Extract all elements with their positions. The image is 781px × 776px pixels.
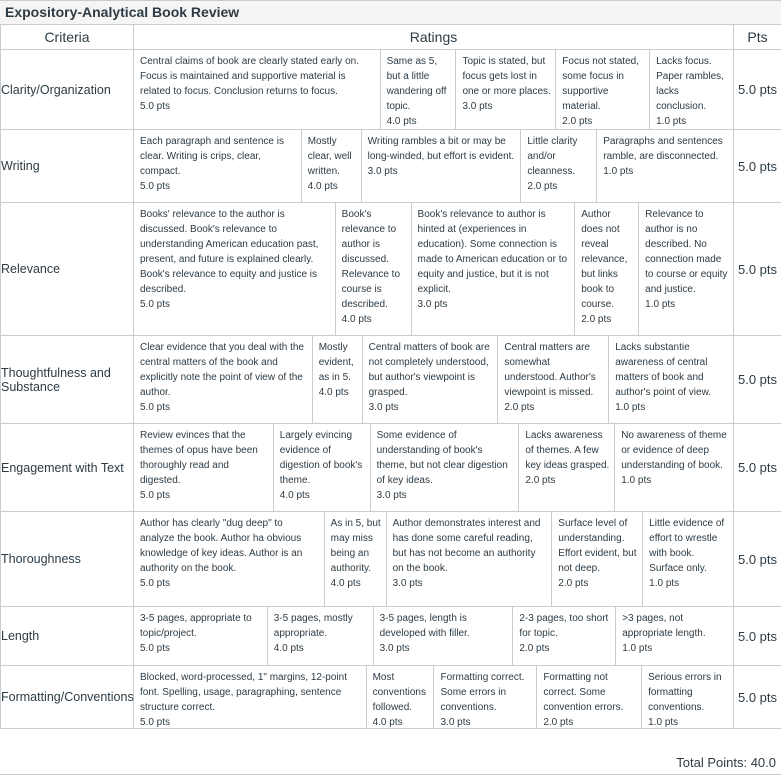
criterion-name: Thoughtfulness and Substance [1,336,134,424]
ratings-cell [134,336,734,424]
rating-points: 5.0 pts [140,578,171,589]
rating-tier[interactable] [312,336,362,423]
criterion-name: Clarity/Organization [1,50,134,130]
rating-tier[interactable] [134,50,380,129]
criterion-points: 5.0 pts [734,130,781,203]
ratings-cell [134,666,734,729]
rating-points: 2.0 pts [581,314,612,325]
rating-points: 1.0 pts [603,166,634,177]
rating-points: 3.0 pts [379,643,410,654]
rating-tier[interactable] [641,666,733,728]
rating-tier[interactable] [433,666,536,728]
rating-description: Blocked, word-processed, 1" margins, 12-point font. Spelling, usage, paragraphing, sentence structure correct. [140,672,347,713]
rating-description: Topic is stated, but focus gets lost in one or more places. [462,56,551,97]
rating-description: Writing rambles a bit or may be long-winded, but effort is evident. [367,136,515,162]
rating-tier[interactable] [134,203,335,335]
rating-points: 2.0 pts [527,181,558,192]
rating-description: Clear evidence that you deal with the central matters of the book and explicitly note the point of view of the author. [140,342,304,398]
rating-description: Formatting correct. Some errors in conventions. [440,672,525,713]
rating-description: Lacks substantie awareness of central matters of book and author's point of view. [615,342,712,398]
rating-description: Relevance to author is no described. No connection made to course or equity and justice. [645,209,728,295]
pts-header: Pts [734,25,781,50]
rating-points: 1.0 pts [648,717,679,728]
rating-points: 5.0 pts [140,490,171,501]
rating-description: Same as 5, but a little wandering off topic. [386,56,447,112]
rating-points: 2.0 pts [562,116,593,127]
ratings-header: Ratings [134,25,734,50]
rating-tier[interactable] [642,512,733,606]
rating-tier[interactable] [649,50,733,129]
rubric-title: Expository-Analytical Book Review [0,0,781,24]
rating-points: 4.0 pts [330,578,361,589]
bottom-divider [0,774,781,775]
rating-tier[interactable] [615,607,733,665]
criteria-header: Criteria [1,25,134,50]
criterion-points: 5.0 pts [734,336,781,424]
rating-points: 4.0 pts [372,717,403,728]
criterion-name: Length [1,607,134,666]
criterion-points: 5.0 pts [734,666,781,729]
rating-description: Book's relevance to author is discussed. Relevance to course is described. [341,209,401,310]
rating-tier[interactable] [366,666,434,728]
rating-description: Author demonstrates interest and has done some careful reading, but has not become an authority on the book. [392,518,541,574]
rating-tier[interactable] [520,130,596,202]
rating-tier[interactable] [134,130,301,202]
rating-tier[interactable] [134,512,324,606]
rating-points: 5.0 pts [140,181,171,192]
rating-description: Mostly evident, as in 5. [318,342,354,383]
rating-description: Author does not reveal relevance, but links book to course. [581,209,628,310]
rating-tier[interactable] [614,424,733,511]
rating-points: 3.0 pts [368,402,399,413]
rating-points: 5.0 pts [140,299,171,310]
rating-description: Books' relevance to the author is discussed. Book's relevance to understanding American education past, present, and future is explained clearly. Book's relevance to equity and justice is described. [140,209,319,295]
rating-tier[interactable] [324,512,386,606]
criterion-row [1,203,781,336]
rating-tier[interactable] [370,424,519,511]
rating-points: 1.0 pts [645,299,676,310]
rating-description: Each paragraph and sentence is clear. Writing is crips, clear, compact. [140,136,284,177]
criterion-row [1,336,781,424]
rating-points: 4.0 pts [279,490,310,501]
rating-description: Lacks awareness of themes. A few key ideas grasped. [525,430,610,471]
rating-tier[interactable] [497,336,608,423]
rating-description: No awareness of theme or evidence of deep understanding of book. [621,430,727,471]
ratings-cell [134,50,734,130]
rating-description: Most conventions followed. [372,672,426,713]
rating-description: Little evidence of effort to wrestle with book. Surface only. [649,518,725,574]
rating-description: Focus not stated, some focus in supportive material. [562,56,639,112]
rating-points: 3.0 pts [367,166,398,177]
rating-points: 1.0 pts [656,116,687,127]
criterion-points: 5.0 pts [734,424,781,512]
rating-tier[interactable] [536,666,641,728]
criterion-points: 5.0 pts [734,50,781,130]
rating-points: 3.0 pts [462,101,493,112]
criterion-name: Relevance [1,203,134,336]
criterion-row [1,512,781,607]
rating-description: Lacks focus. Paper rambles, lacks conclusion. [656,56,724,112]
total-points: Total Points: 40.0 [676,755,776,770]
criterion-row [1,50,781,130]
criterion-row [1,424,781,512]
rating-tier[interactable] [574,203,638,335]
rating-points: 1.0 pts [621,475,652,486]
rating-points: 4.0 pts [318,387,349,398]
rating-points: 2.0 pts [525,475,556,486]
rating-tier[interactable] [608,336,733,423]
rating-tier[interactable] [518,424,614,511]
rating-tier[interactable] [134,336,312,423]
rating-description: Some evidence of understanding of book's theme, but not clear digestion of key ideas. [376,430,508,486]
criterion-points: 5.0 pts [734,203,781,336]
rating-description: Review evinces that the themes of opus have been thoroughly read and digested. [140,430,258,486]
rating-description: Surface level of understanding. Effort evident, but not deep. [558,518,637,574]
ratings-cell [134,203,734,336]
rating-tier[interactable] [596,130,733,202]
rating-tier[interactable] [512,607,615,665]
ratings-cell [134,607,734,666]
criterion-name: Writing [1,130,134,203]
ratings-cell [134,512,734,607]
rating-description: 3-5 pages, mostly appropriate. [273,613,353,639]
rating-points: 2.0 pts [543,717,574,728]
rating-description: Author has clearly "dug deep" to analyze the book. Author ha obvious knowledge of key ideas. Author is an authority on the book. [140,518,303,574]
rubric-table [0,24,781,729]
rating-points: 3.0 pts [376,490,407,501]
rating-points: 4.0 pts [307,181,338,192]
criterion-name: Engagement with Text [1,424,134,512]
rating-tier[interactable] [134,666,366,728]
rating-description: 2-3 pages, too short for topic. [519,613,609,639]
rating-description: Largely evincing evidence of digestion of book's theme. [279,430,363,486]
rating-description: Central matters are somewhat understood. Author's viewpoint is missed. [504,342,596,398]
rating-description: Book's relevance to author is hinted at (experiences in education). Some connection is made to American education or to equity and justice, but it is not explicit. [417,209,568,295]
rating-description: >3 pages, not appropriate length. [622,613,706,639]
rating-description: Serious errors in formatting conventions. [648,672,722,713]
rating-points: 5.0 pts [140,101,171,112]
rating-description: Little clarity and/or cleanness. [527,136,578,177]
rating-points: 2.0 pts [519,643,550,654]
rating-tier[interactable] [301,130,361,202]
rating-points: 2.0 pts [558,578,589,589]
criterion-name: Thoroughness [1,512,134,607]
rating-points: 3.0 pts [440,717,471,728]
criterion-points: 5.0 pts [734,607,781,666]
rating-points: 3.0 pts [392,578,423,589]
rating-tier[interactable] [555,50,649,129]
criterion-name: Formatting/Conventions [1,666,134,729]
rating-description: 3-5 pages, appropriate to topic/project. [140,613,252,639]
rating-points: 5.0 pts [140,717,171,728]
rating-points: 1.0 pts [615,402,646,413]
criterion-row [1,130,781,203]
rating-tier[interactable] [335,203,411,335]
rating-description: As in 5, but may miss being an authority. [330,518,381,574]
rating-points: 2.0 pts [504,402,535,413]
rating-points: 1.0 pts [622,643,653,654]
rating-tier[interactable] [134,424,273,511]
ratings-cell [134,424,734,512]
rating-description: 3-5 pages, length is developed with filler. [379,613,470,639]
rating-points: 4.0 pts [341,314,372,325]
rating-tier[interactable] [386,512,552,606]
rating-tier[interactable] [551,512,642,606]
criterion-row [1,607,781,666]
rating-points: 3.0 pts [417,299,448,310]
rating-description: Central matters of book are not completely understood, but author's viewpoint is grasped. [368,342,490,398]
rating-tier[interactable] [273,424,370,511]
rating-points: 4.0 pts [386,116,417,127]
criterion-row [1,666,781,729]
rating-tier[interactable] [373,607,513,665]
rating-description: Central claims of book are clearly stated early on. Focus is maintained and supportive material is related to focus. Conclusion returns to focus. [140,56,359,97]
rating-tier[interactable] [411,203,575,335]
rating-tier[interactable] [134,607,267,665]
rating-description: Formatting not correct. Some convention errors. [543,672,624,713]
rating-description: Mostly clear, well written. [307,136,352,177]
rating-points: 1.0 pts [649,578,680,589]
rating-tier[interactable] [267,607,373,665]
rating-tier[interactable] [362,336,498,423]
ratings-cell [134,130,734,203]
rating-points: 5.0 pts [140,402,171,413]
criterion-points: 5.0 pts [734,512,781,607]
rating-points: 4.0 pts [273,643,304,654]
rating-points: 5.0 pts [140,643,171,654]
rating-tier[interactable] [638,203,733,335]
rating-description: Paragraphs and sentences ramble, are disconnected. [603,136,723,162]
rating-tier[interactable] [361,130,521,202]
rating-tier[interactable] [380,50,456,129]
rating-tier[interactable] [455,50,555,129]
